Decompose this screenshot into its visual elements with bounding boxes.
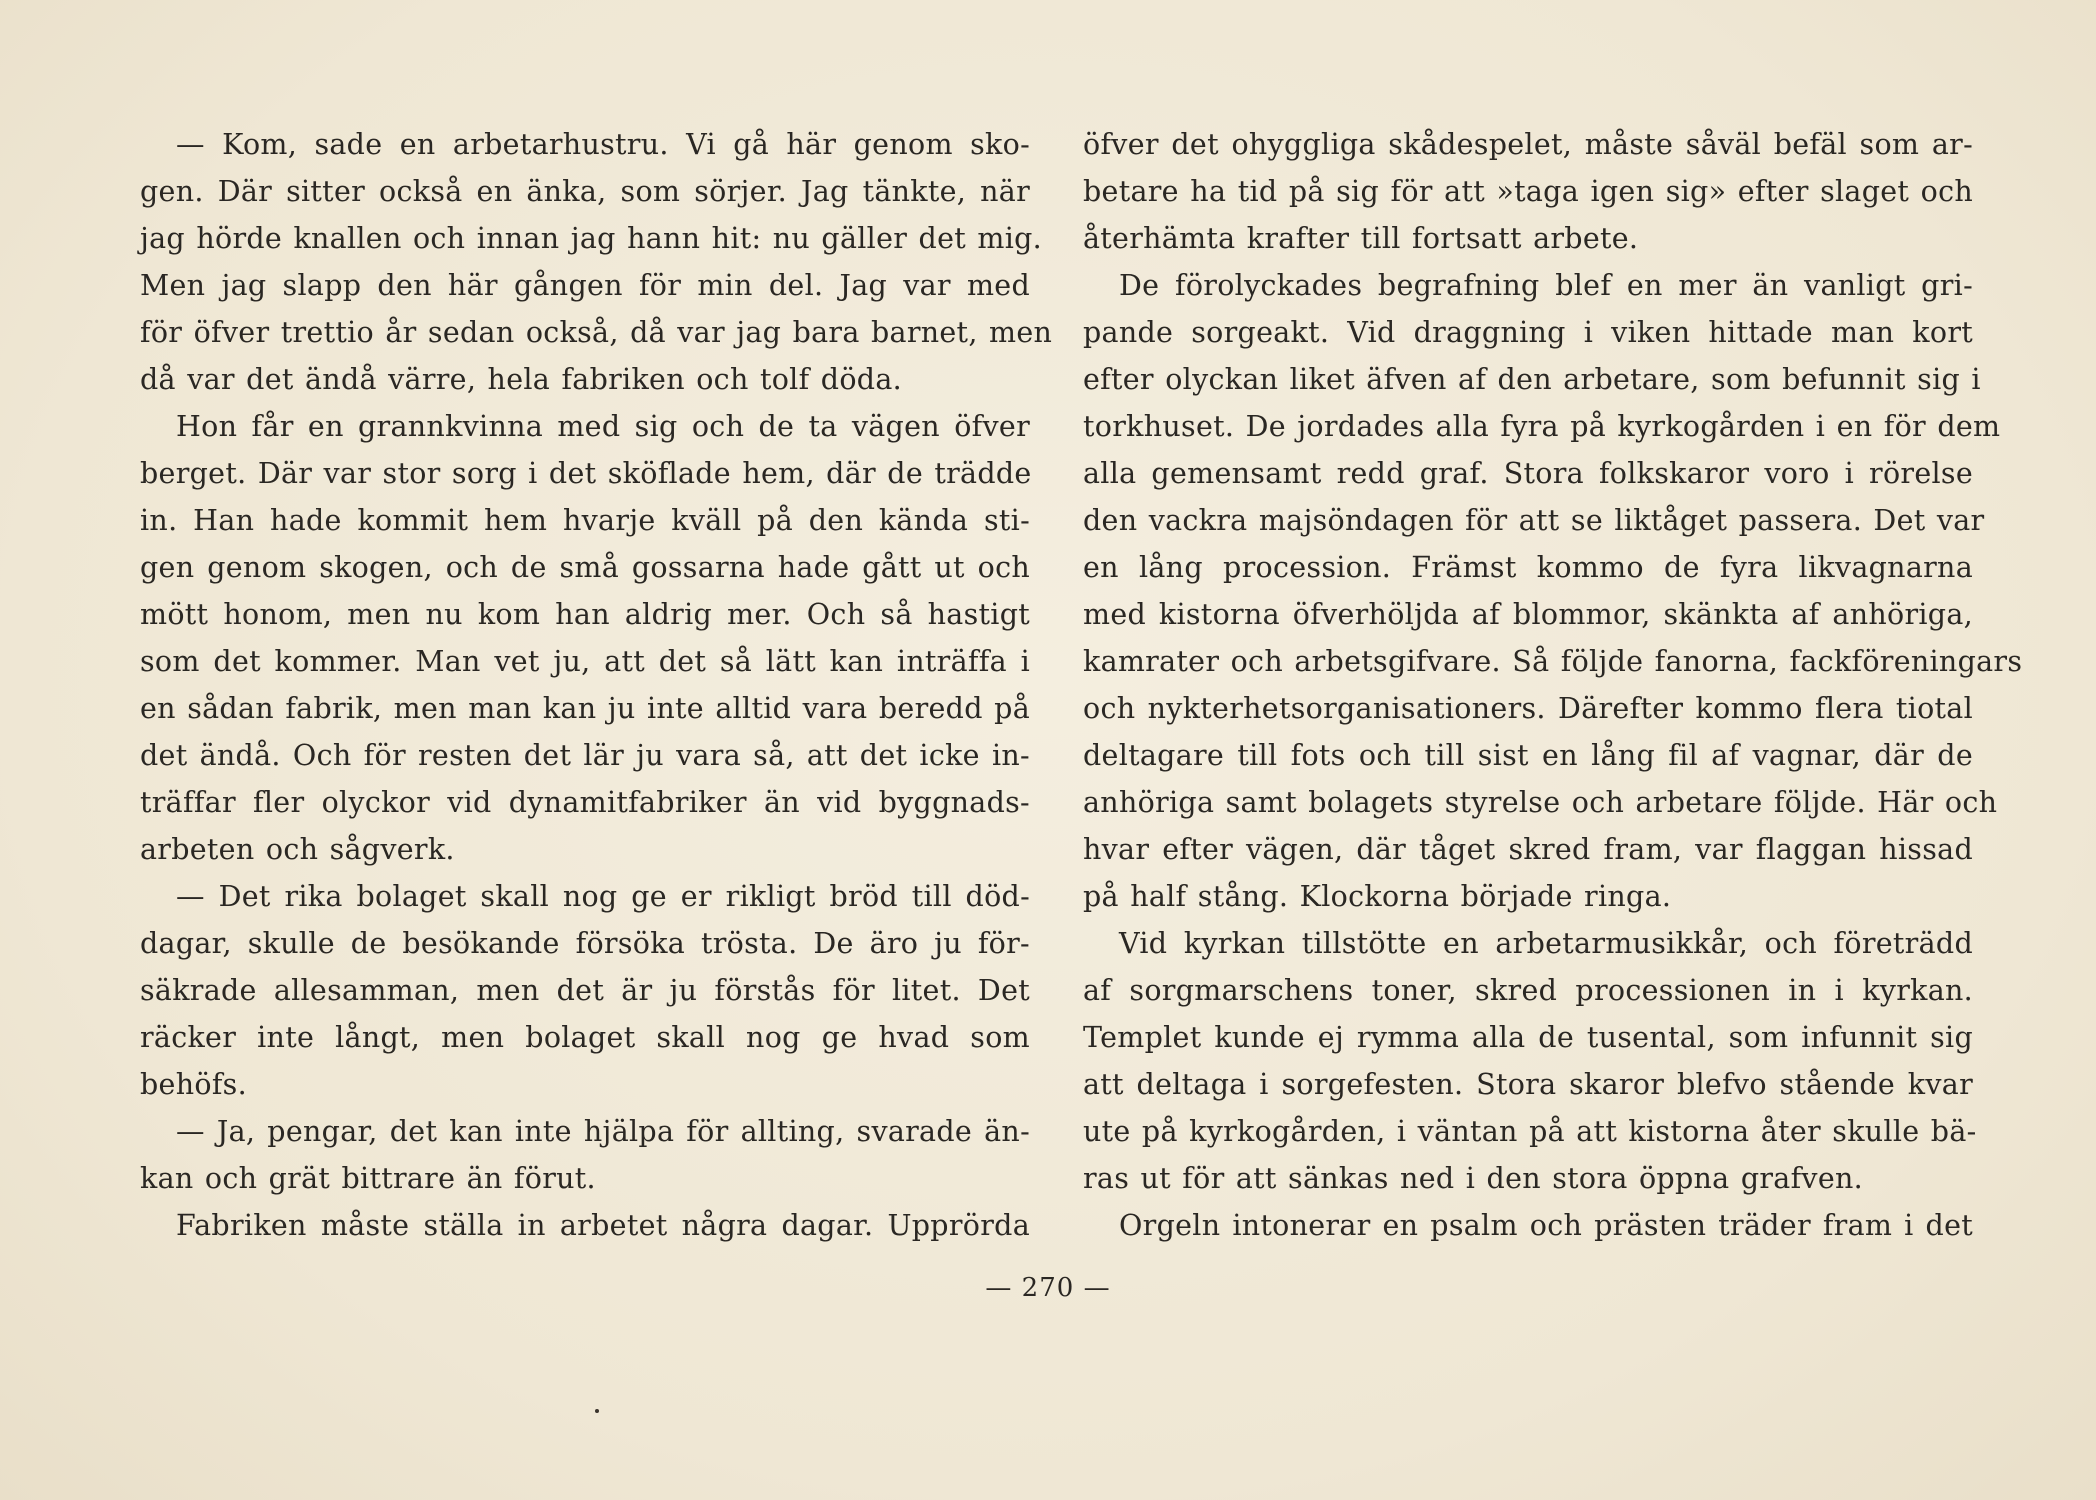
text-line: deltagare till fots och till sist en lång fil af vagnar, där de bbox=[1083, 739, 1973, 772]
text-line: anhöriga samt bolagets styrelse och arbetare följde. Här och bbox=[1083, 786, 1998, 819]
text-line: räcker inte långt, men bolaget skall nog ge hvad som bbox=[140, 1021, 1030, 1054]
text-line: Men jag slapp den här gången för min del. Jag var med bbox=[140, 269, 1030, 302]
text-line: Hon får en grannkvinna med sig och de ta vägen öfver bbox=[176, 410, 1030, 443]
text-line: det ändå. Och för resten det lär ju vara så, att det icke in- bbox=[140, 739, 1030, 772]
text-line: en sådan fabrik, men man kan ju inte alltid vara beredd på bbox=[140, 692, 1030, 725]
text-line: på half stång. Klockorna började ringa. bbox=[1083, 880, 1672, 913]
text-line: jag hörde knallen och innan jag hann hit: nu gäller det mig. bbox=[140, 222, 1043, 255]
text-line: för öfver trettio år sedan också, då var jag bara barnet, men bbox=[140, 316, 1053, 349]
paper-speck bbox=[595, 1409, 599, 1413]
text-line: Templet kunde ej rymma alla de tusental, som infunnit sig bbox=[1083, 1021, 1973, 1054]
text-line: gen. Där sitter också en änka, som sörjer. Jag tänkte, när bbox=[140, 175, 1030, 208]
text-line: efter olyckan liket äfven af den arbetare, som befunnit sig i bbox=[1083, 363, 1981, 396]
text-line: mött honom, men nu kom han aldrig mer. Och så hastigt bbox=[140, 598, 1030, 631]
text-line: gen genom skogen, och de små gossarna hade gått ut och bbox=[140, 551, 1030, 584]
text-line: alla gemensamt redd graf. Stora folkskaror voro i rörelse bbox=[1083, 457, 1973, 490]
text-line: — Ja, pengar, det kan inte hjälpa för allting, svarade än- bbox=[176, 1115, 1030, 1148]
text-line: som det kommer. Man vet ju, att det så lätt kan inträffa i bbox=[140, 645, 1030, 678]
text-line: pande sorgeakt. Vid draggning i viken hittade man kort bbox=[1083, 316, 1973, 349]
text-line: den vackra majsöndagen för att se liktåget passera. Det var bbox=[1083, 504, 1985, 537]
text-line: Orgeln intonerar en psalm och prästen träder fram i det bbox=[1119, 1209, 1973, 1242]
text-line: ras ut för att sänkas ned i den stora öppna grafven. bbox=[1083, 1162, 1864, 1195]
text-line: då var det ändå värre, hela fabriken och tolf döda. bbox=[140, 363, 902, 396]
text-line: in. Han hade kommit hem hvarje kväll på den kända sti- bbox=[140, 504, 1030, 537]
left-text-column bbox=[140, 121, 1053, 1249]
text-line: De förolyckades begrafning blef en mer än vanligt gri- bbox=[1119, 269, 1973, 302]
text-line: — Det rika bolaget skall nog ge er rikligt bröd till död- bbox=[176, 880, 1030, 913]
text-line: af sorgmarschens toner, skred processionen in i kyrkan. bbox=[1083, 974, 1973, 1007]
right-text-column bbox=[1083, 121, 2023, 1249]
text-line: träffar fler olyckor vid dynamitfabriker än vid byggnads- bbox=[140, 786, 1030, 819]
text-line: dagar, skulle de besökande försöka trösta. De äro ju för- bbox=[140, 927, 1030, 960]
text-line: säkrade allesamman, men det är ju förstås för litet. Det bbox=[140, 974, 1030, 1007]
text-line: och nykterhetsorganisationers. Därefter kommo flera tiotal bbox=[1083, 692, 1973, 725]
text-line: betare ha tid på sig för att »taga igen sig» efter slaget och bbox=[1083, 175, 1973, 208]
text-line: att deltaga i sorgefesten. Stora skaror blefvo stående kvar bbox=[1083, 1068, 1973, 1101]
text-line: torkhuset. De jordades alla fyra på kyrkogården i en för dem bbox=[1083, 410, 2001, 443]
text-line: Fabriken måste ställa in arbetet några dagar. Upprörda bbox=[176, 1209, 1030, 1242]
text-line: — Kom, sade en arbetarhustru. Vi gå här genom sko- bbox=[176, 128, 1030, 161]
text-line: Vid kyrkan tillstötte en arbetarmusikkår, och företrädd bbox=[1119, 927, 1973, 960]
text-line: ute på kyrkogården, i väntan på att kistorna åter skulle bä- bbox=[1083, 1115, 1977, 1148]
text-line: arbeten och sågverk. bbox=[140, 833, 455, 866]
text-line: en lång procession. Främst kommo de fyra likvagnarna bbox=[1083, 551, 1973, 584]
text-line: behöfs. bbox=[140, 1068, 247, 1101]
page-number: — 270 — bbox=[985, 1273, 1111, 1303]
text-line: kan och grät bittrare än förut. bbox=[140, 1162, 596, 1195]
text-line: kamrater och arbetsgifvare. Så följde fanorna, fackföreningars bbox=[1083, 645, 2023, 678]
text-line: återhämta krafter till fortsatt arbete. bbox=[1083, 222, 1639, 255]
text-line: hvar efter vägen, där tåget skred fram, var flaggan hissad bbox=[1083, 833, 1973, 866]
text-line: berget. Där var stor sorg i det sköflade hem, där de trädde bbox=[140, 457, 1032, 490]
text-line: öfver det ohyggliga skådespelet, måste såväl befäl som ar- bbox=[1083, 128, 1973, 161]
text-line: med kistorna öfverhöljda af blommor, skänkta af anhöriga, bbox=[1083, 598, 1973, 631]
